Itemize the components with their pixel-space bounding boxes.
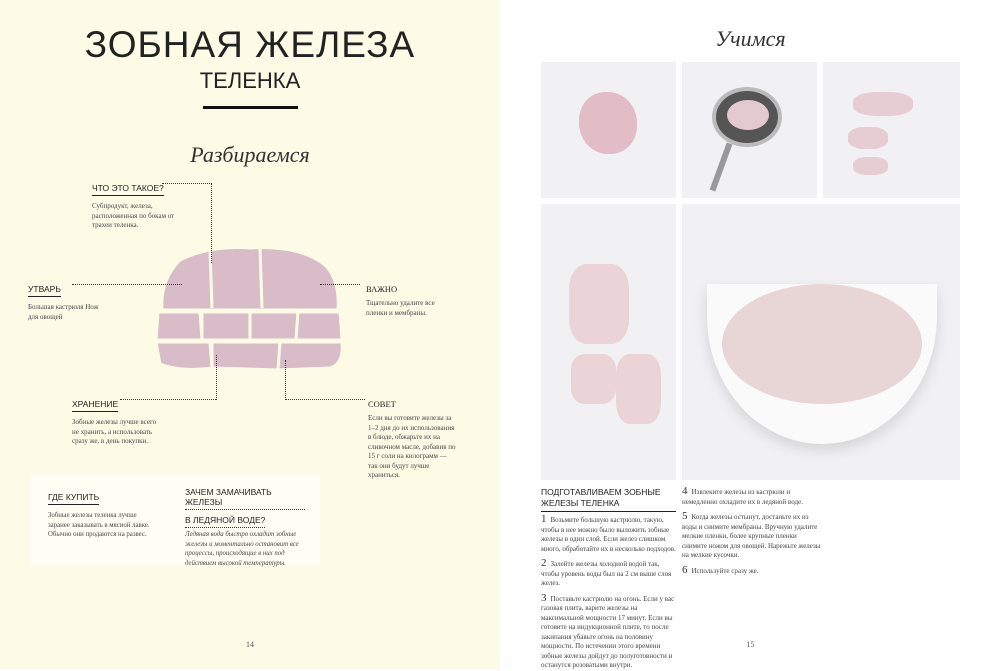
step-text: Поставьте кастрюлю на огонь. Если у вас газовая плита, варите железы на максимальной мощности 17 минут. Если вы готовите на индукционной плите, то после закипания убавьте огонь на половину мощности. По истечении этого времени зобные железы дойдут до полуготовности и останутся розоватыми внутри. [541,594,675,669]
callout-label: СОВЕТ [368,399,396,409]
callout-label: ЧТО ЭТО ТАКОЕ? [92,183,164,196]
step-number: 6 [682,563,688,576]
why-soak-label: ЗАЧЕМ ЗАМАЧИВАТЬ ЖЕЛЕЗЫ [185,487,305,510]
section-title: Разбираемся [190,142,310,167]
callout-tip [368,394,458,481]
callout-line [211,183,212,263]
step-number: 2 [541,557,547,569]
step [541,559,676,589]
page-number: 14 [246,640,254,649]
step-number: 4 [682,485,688,497]
why-soak [185,487,305,568]
step [682,563,822,577]
photo-bowl [682,204,960,480]
step [541,591,676,671]
step-text: Залейте железы холодной водой так, чтобы уровень воды был на 2 см выше слоя желез. [541,560,672,587]
page-title: ЗОБНАЯ ЖЕЛЕЗА [84,24,416,65]
callout-label: ХРАНЕНИЕ [72,399,118,412]
callout-text: Большая кастрюля Нож для овощей [28,303,99,321]
step-text: Извлеките железы из кастрюли и немедленно охладите их в ледяной воде. [682,488,803,506]
photo-chopped [541,204,676,480]
photo-pan [682,62,817,198]
steps-title [541,487,676,512]
thymus-illustration [150,240,350,380]
step [682,512,822,561]
step-number: 1 [541,513,547,525]
left-page [0,0,500,670]
callout-line [320,284,360,285]
callout-what [92,178,182,231]
callout-tools [28,279,108,322]
callout-text: Зобные железы лучше всего не хранить, а использовать сразу же, в день покупки. [72,418,157,445]
steps-col-2 [682,487,822,576]
callout-line [216,355,217,400]
why-soak-text: Ледяная вода быстро охладит зобные железы и моментально остановит все процессы, происходящие в них под действием высокой температуры. [185,531,299,567]
callout-storage [72,394,162,447]
photo-raw-gland [541,62,676,198]
callout-text: Субпродукт, железа, расположенная по бокам от трахеи теленка. [92,202,175,229]
step-text: Когда железы остынут, достаньте их из воды и снимите мембраны. Вручную удалите мелкие пленки, более крупные пленки снимите ножом для овощей. Нарежьте железы на мелкие кусочки. [682,513,821,559]
why-soak-label: В ЛЕДЯНОЙ ВОДЕ? [185,513,265,528]
steps-title-text: ПОДГОТАВЛИВАЕМ ЗОБНЫЕ ЖЕЛЕЗЫ ТЕЛЕНКА [541,487,676,512]
callout-label: ВАЖНО [366,284,398,294]
step-number: 3 [541,591,547,604]
callout-line [285,399,365,400]
title-underline [203,106,298,109]
callout-text: Тщательно удалите все пленки и мембраны. [366,299,435,317]
right-page [500,0,1001,670]
step-number: 5 [682,510,688,522]
page-subtitle: ТЕЛЕНКА [199,68,301,93]
step [682,487,822,507]
step-text: Используйте сразу же. [691,566,759,575]
where-to-buy-label: ГДЕ КУПИТЬ [48,492,99,505]
where-to-buy [48,487,153,540]
section-title: Учимся [715,26,786,51]
step [541,515,676,554]
page-number: 15 [746,640,755,649]
callout-line [285,360,286,400]
callout-label: УТВАРЬ [28,284,61,297]
photo-peeled-pieces [823,62,960,198]
callout-text: Если вы готовите железы за 1–2 дня до их использования в блюде, обжарьте их на сливочном масле, добавив по 15 г соли на килограмм — так они будут лучше храниться. [368,414,456,479]
where-to-buy-text: Зобные железы теленка лучше заранее заказывать в мясной лавке. Обычно они продаются на развес. [48,512,150,538]
step-text: Возьмите большую кастрюлю, такую, чтобы в нее можно было выложить зобные железы в один слой. Если желез слишком много, обработайте их в несколько подходов. [541,516,676,553]
callout-important [366,279,456,318]
